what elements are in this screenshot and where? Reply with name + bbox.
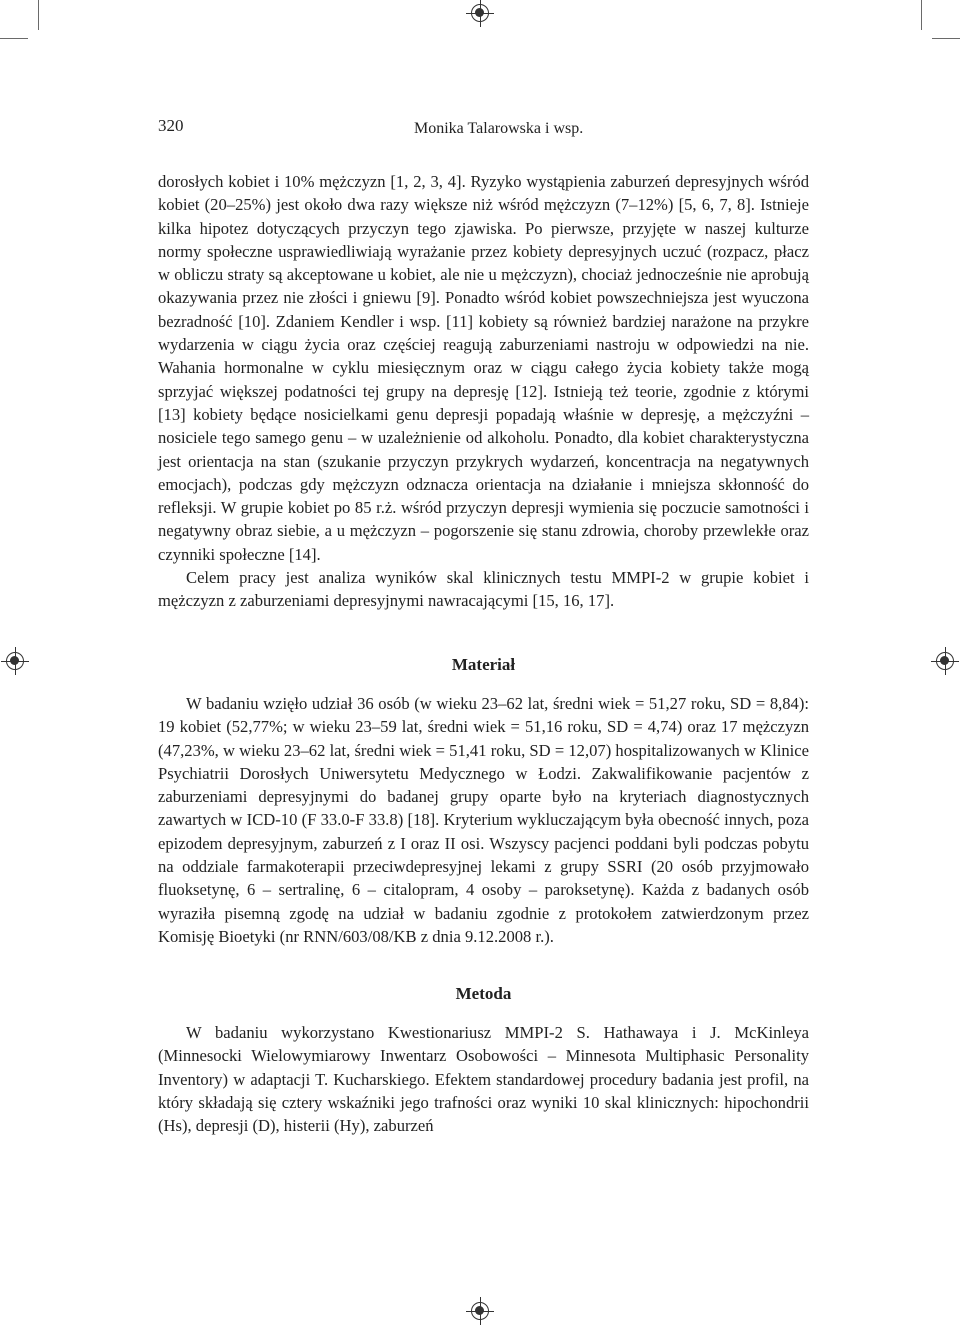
intro-paragraph: dorosłych kobiet i 10% mężczyzn [1, 2, 3, 4]. Ryzyko wystąpienia zaburzeń depresyjnych wśród kobiet (20–25%) jest około dwa razy większe niż wśród mężczyzn (7–12%) [5, 6, 7, 8]. Istnieje kilka hipotez dotyczących przyczyn tego zjawiska. Po pierwsze, przyjęte w naszej kulturze normy społeczne usprawiedliwiają wyrażanie przez kobiety depresyjnych uczuć (rozpacz, płacz w obliczu straty są akceptowane u kobiet, ale nie u mężczyzn), chociaż jednocześnie nie aprobują okazywania przez nie złości i gniewu [9]. Ponadto wśród kobiet powszechniejsza jest wyuczona bezradność [10]. Zdaniem Kendler i wsp. [11] kobiety są również bardziej narażone na przykre wydarzenia w ciągu życia oraz częściej reagują zaburzeniami nastroju w odpowiedzi na nie. Wahania hormonalne w cyklu miesięcznym oraz w ciągu całego życia kobiety także mogą sprzyjać większej podatności tej grupy na depresję [12]. Istnieją też teorie, zgodnie z którymi [13] kobiety będące nosicielkami genu depresji popadają właśnie w depresję, a mężczyźni – nosiciele tego samego genu – w uzależnienie od alkoholu. Ponadto, dla kobiet charakterystyczna jest orientacja na stan (szukanie przyczyn przykrych wydarzeń, koncentracja na negatywnych emocjach), podczas gdy mężczyzn odznacza orientacja na działanie i mniejsza skłonność do refleksji. W grupie kobiet po 85 r.ż. wśród przyczyn depresji wymienia się poczucie samotności i negatywny obraz siebie, a u mężczyzn – pogorszenie się stanu zdrowia, choroby przewlekłe oraz czynniki społeczne [14]. [158,172,809,564]
registration-mark-bottom-icon [471,1302,489,1320]
registration-mark-right-icon [936,652,954,670]
page-number: 320 [158,116,184,135]
registration-mark-left-icon [6,652,24,670]
material-paragraph: W badaniu wzięło udział 36 osób (w wieku 23–62 lat, średni wiek = 51,27 roku, SD = 8,84): 19 kobiet (52,77%; w wieku 23–59 lat, średni wiek = 51,16 roku, SD = 4,74) oraz 17 mężczyzn (47,23%, w wieku 23–62 lat, średni wiek = 51,41 roku, SD = 12,07) hospitalizowanych w Klinice Psychiatrii Dorosłych Uniwersytetu Medycznego w Łodzi. Zakwalifikowanie pacjentów z zaburzeniami depresyjnymi do badanej grupy oparte było na kryteriach diagnostycznych zawartych w ICD-10 (F 33.0-F 33.8) [18]. Kryterium wykluczającym była obecność innych, poza epizodem depresyjnym, zaburzeń z I oraz II osi. Wszyscy pacjenci poddani byli podczas pobytu na oddziale farmakoterapii przeciwdepresyjnej lekami z grupy SSRI (20 osób przyjmowało fluoksetynę, 6 – sertralinę, 6 – citalopram, 4 osoby – paroksetynę). Każda z badanych osób wyraziła pisemną zgodę na udział w badaniu zgodnie z protokołem zatwierdzonym przez Komisję Bioetyki (nr RNN/603/08/KB z dnia 9.12.2008 r.). [158,694,809,946]
aim-paragraph: Celem pracy jest analiza wyników skal klinicznych testu MMPI-2 w grupie kobiet i mężczyzn z zaburzeniami depresyjnymi nawracającymi [15, 16, 17]. [158,568,809,611]
crop-mark-top-right-horizontal [932,38,960,39]
material-section [158,692,809,948]
crop-mark-top-right-vertical [921,0,922,30]
crop-mark-top-left-vertical [38,0,39,30]
intro-section [158,170,809,613]
method-paragraph: W badaniu wykorzystano Kwestionariusz MMPI-2 S. Hathawaya i J. McKinleya (Minnesocki Wielowymiarowy Inwentarz Osobowości – Minnesota Multiphasic Personality Inventory) w adaptacji T. Kucharskiego. Efektem standardowej procedury badania jest profil, na który składają się cztery wskaźniki jego trafności oraz wyniki 10 skal klinicznych: hipochondrii (Hs), depresji (D), histerii (Hy), zaburzeń [158,1023,809,1136]
method-heading: Metoda [455,984,512,1003]
method-section [158,1021,809,1137]
crop-mark-top-left-horizontal [0,38,28,39]
material-heading: Materiał [451,655,516,674]
registration-mark-top-icon [471,4,489,22]
running-title: Monika Talarowska i wsp. [414,120,584,137]
